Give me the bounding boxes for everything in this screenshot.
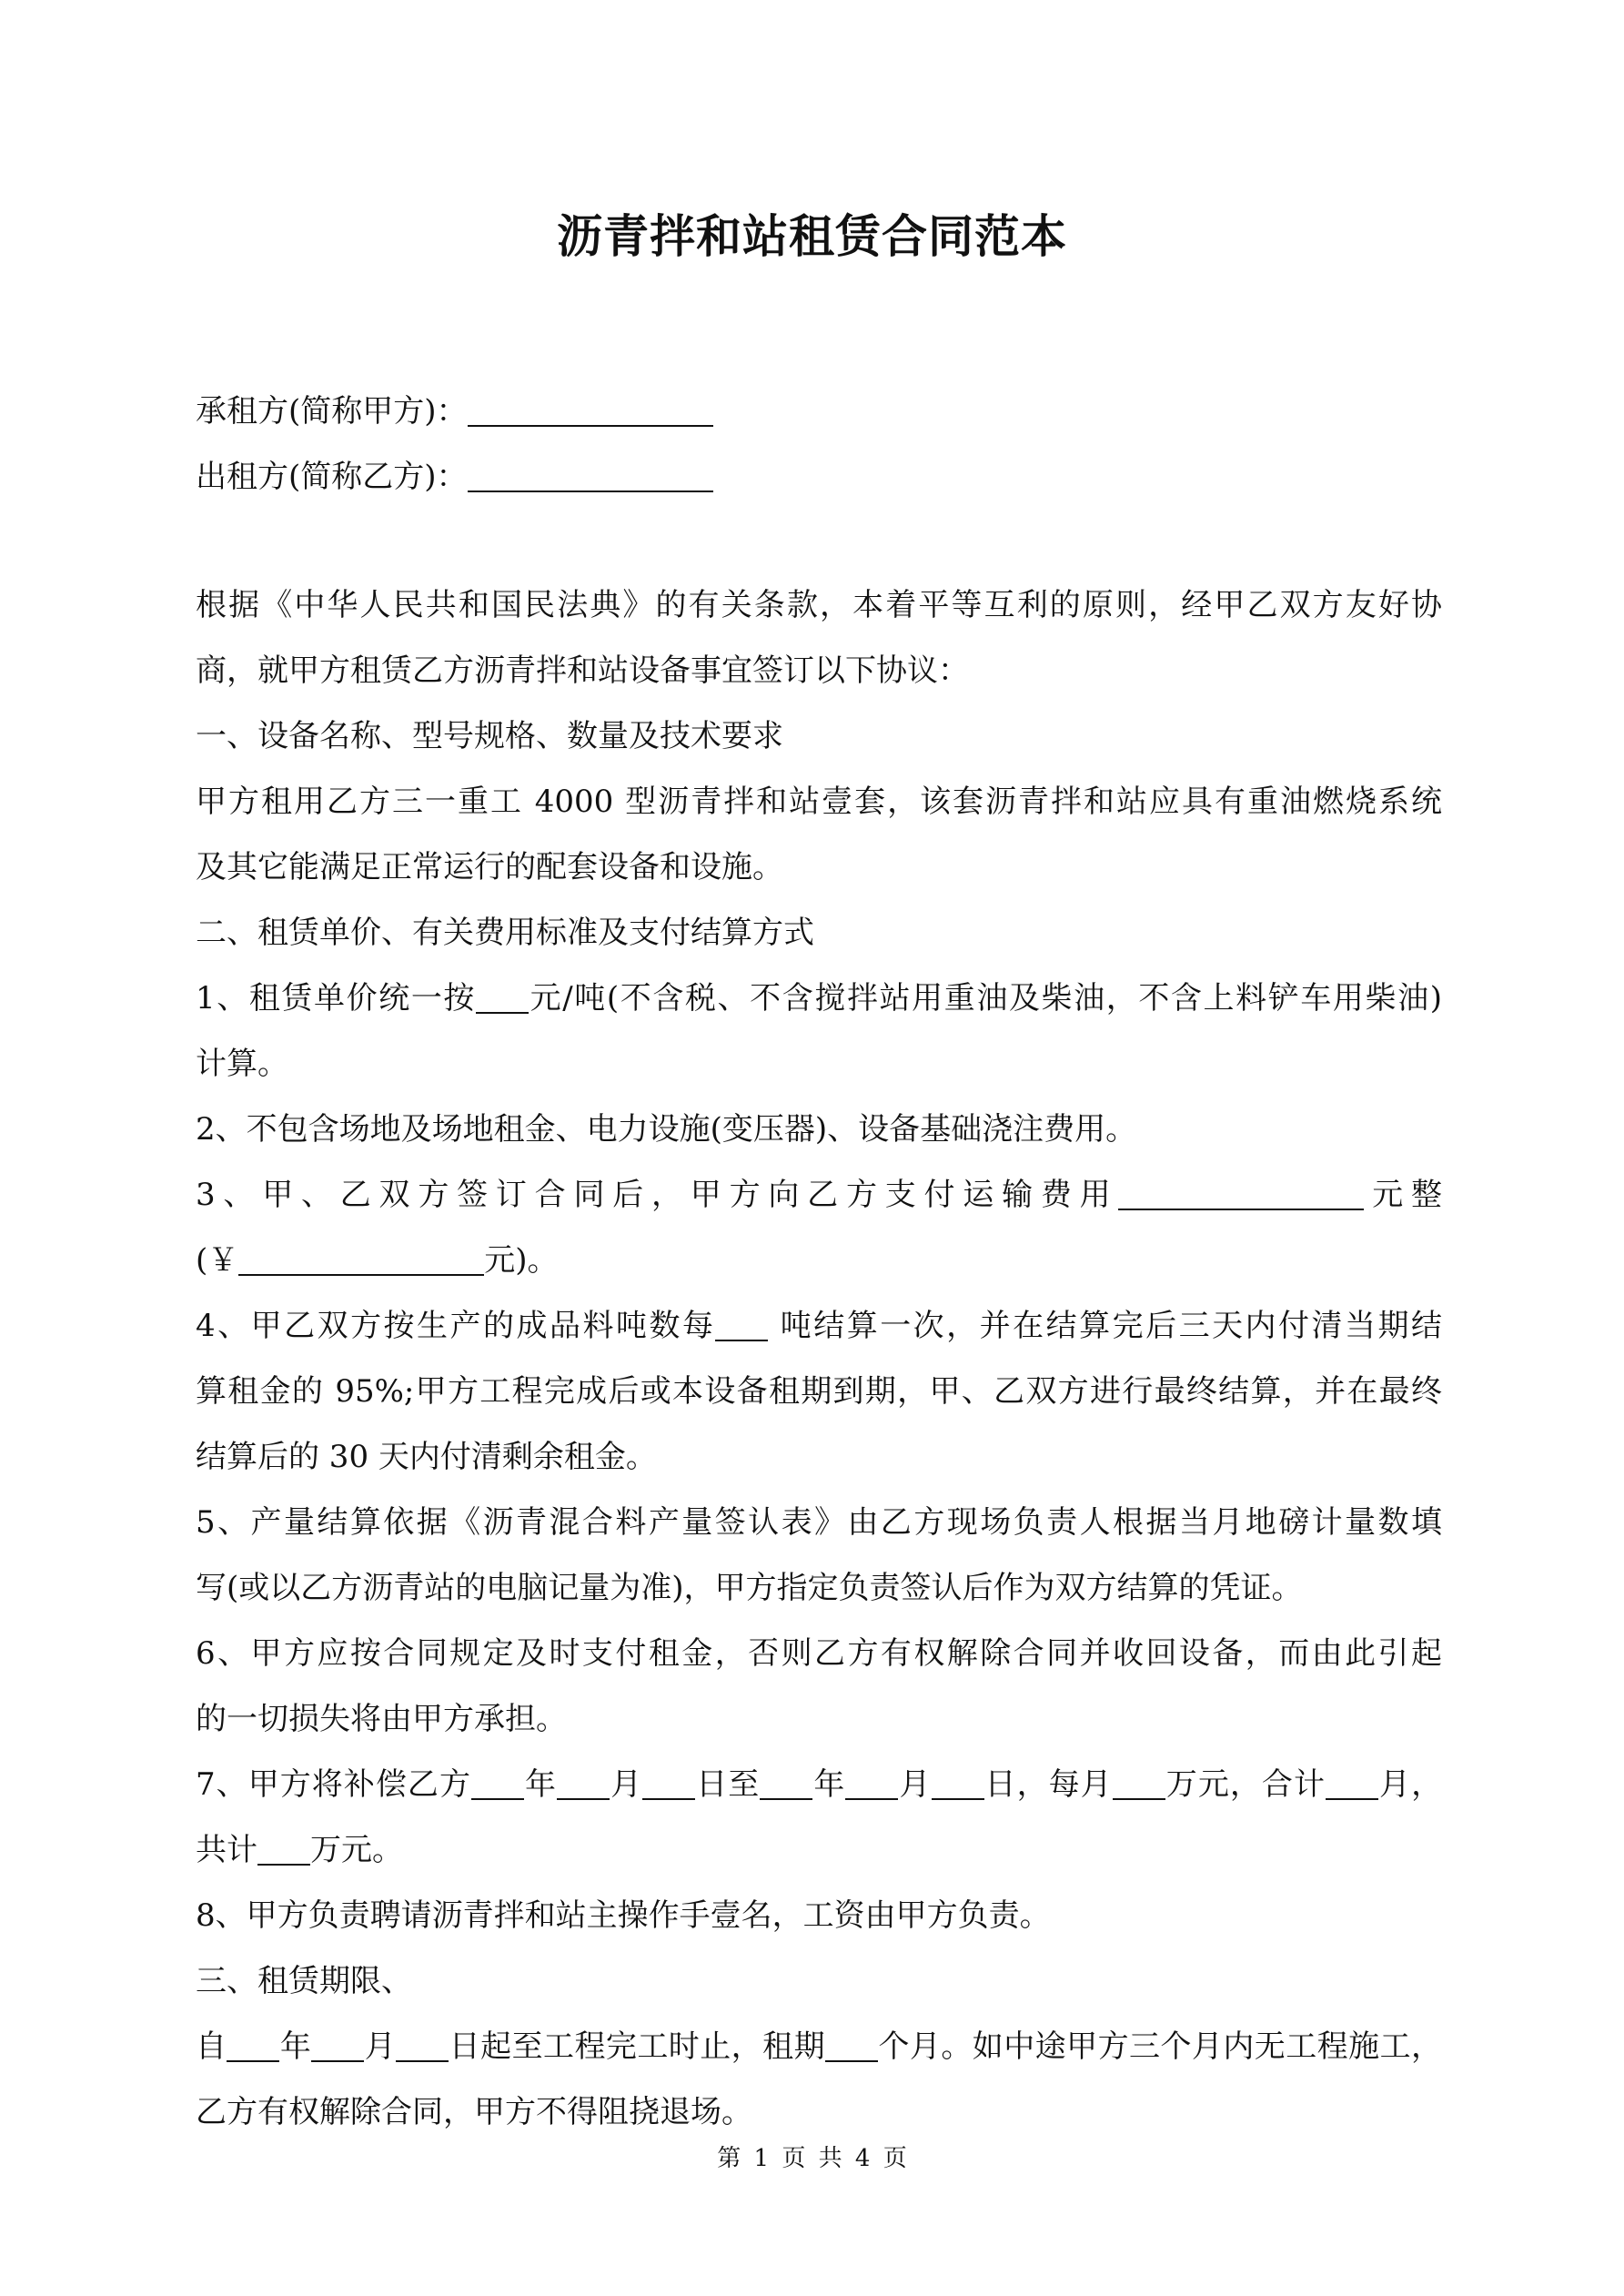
item-7-text-11: 万元。 bbox=[310, 1832, 403, 1868]
item-2: 2、不包含场地及场地租金、电力设施(变压器)、设备基础浇注费用。 bbox=[196, 1111, 1137, 1148]
item-7-blank-4 bbox=[760, 1767, 812, 1800]
term-text-3: 月 bbox=[364, 2028, 397, 2065]
item-5-line-2: 写(或以乙方沥青站的电脑记量为准)，甲方指定负责签认后作为双方结算的凭证。 bbox=[196, 1570, 1303, 1606]
item-7-text-7: 日，每月 bbox=[983, 1766, 1113, 1803]
item-4-line-3: 结算后的 30 天内付清剩余租金。 bbox=[196, 1439, 657, 1475]
section-1-heading: 一、设备名称、型号规格、数量及技术要求 bbox=[196, 718, 783, 754]
item-7-blank-2 bbox=[557, 1767, 610, 1800]
item-7-text-1: 7、甲方将补偿乙方 bbox=[196, 1766, 472, 1803]
item-7-text-6: 月 bbox=[898, 1766, 932, 1803]
item-3-text-b: 元整 bbox=[1364, 1177, 1442, 1213]
item-7-line-2 bbox=[196, 1823, 1442, 1877]
party-a-line bbox=[196, 384, 1442, 439]
item-1-line-2: 计算。 bbox=[196, 1046, 288, 1082]
item-4-text-a: 4、甲乙双方按生产的成品料吨数每 bbox=[196, 1308, 716, 1344]
item-4-line-2: 算租金的 95%;甲方工程完成后或本设备租期到期，甲、乙双方进行最终结算，并在最终 bbox=[196, 1373, 1442, 1410]
term-text-1: 自 bbox=[196, 2028, 227, 2065]
term-blank-2 bbox=[311, 2029, 364, 2062]
section-3-heading: 三、租赁期限、 bbox=[196, 1963, 412, 1999]
item-7-text-8: 万元，合计 bbox=[1165, 1766, 1326, 1803]
term-blank-3 bbox=[396, 2029, 449, 2062]
item-7-blank-9 bbox=[257, 1833, 310, 1866]
item-7-text-4: 日至 bbox=[695, 1766, 761, 1803]
item-7-text-9: 月， bbox=[1377, 1766, 1442, 1803]
item-7-text-3: 月 bbox=[610, 1766, 643, 1803]
item-7-blank-5 bbox=[845, 1767, 898, 1800]
item-4-blank bbox=[715, 1309, 768, 1341]
party-a-label: 承租方(简称甲方)： bbox=[196, 393, 468, 430]
item-7-blank-1 bbox=[471, 1767, 524, 1800]
term-line-2: 乙方有权解除合同，甲方不得阻挠退场。 bbox=[196, 2094, 752, 2130]
item-7-blank-7 bbox=[1113, 1767, 1165, 1800]
item-3-text-a: 3、甲、乙双方签订合同后，甲方向乙方支付运输费用 bbox=[196, 1177, 1119, 1213]
page-number: 第 1 页 共 4 页 bbox=[717, 2145, 907, 2172]
item-8: 8、甲方负责聘请沥青拌和站主操作手壹名，工资由甲方负责。 bbox=[196, 1897, 1051, 1934]
item-3-line-2 bbox=[196, 1233, 1442, 1288]
party-b-line bbox=[196, 450, 1442, 504]
party-a-blank bbox=[468, 394, 713, 427]
item-4-text-b: 吨结算一次，并在结算完后三天内付清当期结 bbox=[768, 1308, 1442, 1344]
item-3-text-c: 元)。 bbox=[484, 1242, 559, 1279]
item-7-blank-6 bbox=[932, 1767, 984, 1800]
intro-line-2: 商，就甲方租赁乙方沥青拌和站设备事宜签订以下协议： bbox=[196, 652, 969, 689]
item-7-line-1 bbox=[196, 1757, 1442, 1812]
item-7-blank-8 bbox=[1326, 1767, 1378, 1800]
term-text-2: 年 bbox=[279, 2028, 312, 2065]
item-1-text-b: 元/吨(不含税、不含搅拌站用重油及柴油，不含上料铲车用柴油) bbox=[529, 980, 1442, 1017]
item-4-line-1 bbox=[196, 1299, 1442, 1353]
item-3-line-1 bbox=[196, 1168, 1442, 1222]
term-text-5: 个月。如中途甲方三个月内无工程施工， bbox=[878, 2028, 1442, 2065]
item-1-line-1 bbox=[196, 971, 1442, 1026]
item-7-blank-3 bbox=[642, 1767, 695, 1800]
party-b-blank bbox=[468, 460, 713, 492]
term-blank-1 bbox=[227, 2029, 279, 2062]
party-b-label: 出租方(简称乙方)： bbox=[196, 459, 468, 495]
section-1-line-2: 及其它能满足正常运行的配套设备和设施。 bbox=[196, 849, 783, 885]
term-text-4: 日起至工程完工时止，租期 bbox=[449, 2028, 826, 2065]
section-2-heading: 二、租赁单价、有关费用标准及支付结算方式 bbox=[196, 915, 814, 951]
item-6-line-2: 的一切损失将由甲方承担。 bbox=[196, 1701, 567, 1737]
term-blank-4 bbox=[825, 2029, 878, 2062]
item-3-amount-blank bbox=[1118, 1178, 1364, 1210]
document-title: 沥青拌和站租赁合同范本 bbox=[557, 209, 1067, 263]
item-3-currency: (￥ bbox=[196, 1242, 239, 1279]
item-7-text-5: 年 bbox=[812, 1766, 846, 1803]
term-line-1 bbox=[196, 2019, 1442, 2074]
item-1-text-a: 1、租赁单价统一按 bbox=[196, 980, 477, 1017]
item-7-text-2: 年 bbox=[524, 1766, 558, 1803]
item-3-figure-blank bbox=[238, 1243, 484, 1276]
intro-line-1: 根据《中华人民共和国民法典》的有关条款，本着平等互利的原则，经甲乙双方友好协 bbox=[196, 587, 1442, 623]
section-1-line-1: 甲方租用乙方三一重工 4000 型沥青拌和站壹套，该套沥青拌和站应具有重油燃烧系统 bbox=[196, 784, 1442, 820]
item-1-blank bbox=[476, 981, 529, 1014]
item-7-text-10: 共计 bbox=[196, 1832, 257, 1868]
item-6-line-1: 6、甲方应按合同规定及时支付租金，否则乙方有权解除合同并收回设备，而由此引起 bbox=[196, 1635, 1442, 1672]
item-5-line-1: 5、产量结算依据《沥青混合料产量签认表》由乙方现场负责人根据当月地磅计量数填 bbox=[196, 1504, 1442, 1541]
